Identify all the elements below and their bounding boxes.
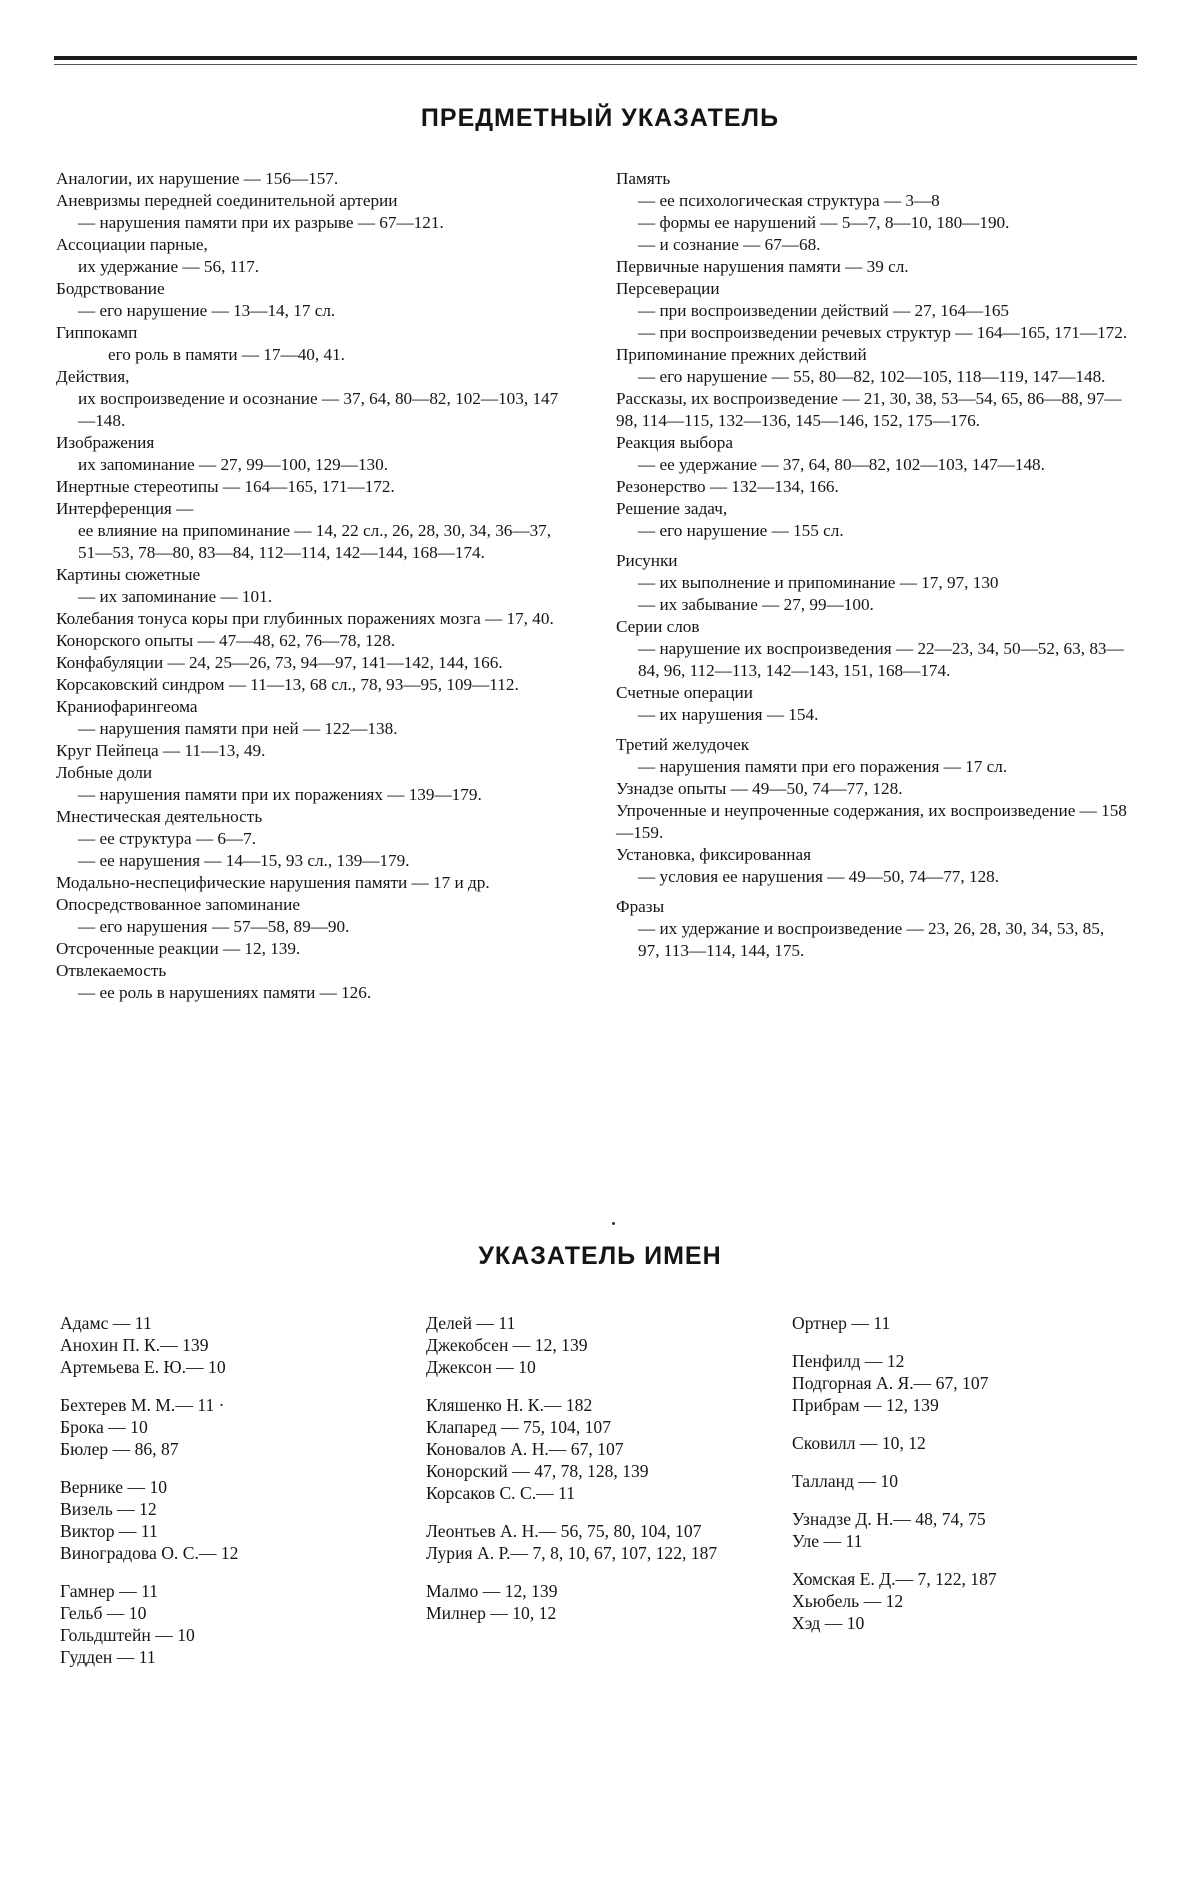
- index-entry: [56, 740, 570, 762]
- index-entry-head: Изображения: [56, 433, 155, 452]
- index-entry: [616, 734, 1128, 778]
- name-entry: Гельб — 10: [60, 1603, 147, 1623]
- index-entry-subentry: их удержание — 56, 117.: [78, 257, 260, 276]
- index-entry-subentry: — нарушения памяти при его поражения — 17 сл.: [638, 757, 1008, 776]
- index-entry-subentry: — ее роль в нарушениях памяти — 126.: [78, 983, 372, 1002]
- name-entry: Узнадзе Д. Н.— 48, 74, 75: [792, 1509, 986, 1529]
- index-entry-subentry: — нарушение их воспроизведения — 22—23, 34, 50—52, 63, 83—84, 96, 112—113, 142—143, 151, 168—174.: [638, 639, 1124, 680]
- index-entry-head: Фразы: [616, 897, 665, 916]
- index-entry-subentry: — их выполнение и припоминание — 17, 97, 130: [638, 573, 999, 592]
- name-entry: Гудден — 11: [60, 1647, 156, 1667]
- index-entry-head: Конорского опыты — 47—48, 62, 76—78, 128.: [56, 631, 396, 650]
- index-entry: [56, 872, 570, 894]
- index-entry-subentry: ее влияние на припоминание — 14, 22 сл., 26, 28, 30, 34, 36—37, 51—53, 78—80, 83—84, 112—114, 142—144, 168—174.: [78, 521, 552, 562]
- name-entry: Ортнер — 11: [792, 1313, 891, 1333]
- index-entry: [56, 608, 570, 630]
- index-entry: [56, 960, 570, 1004]
- index-entry: [56, 762, 570, 806]
- name-index-column-1: [60, 1312, 360, 1684]
- index-entry-head: Рисунки: [616, 551, 678, 570]
- index-entry: [56, 674, 570, 696]
- name-entry: Коновалов А. Н.— 67, 107: [426, 1439, 624, 1459]
- name-entry: Джекобсен — 12, 139: [426, 1335, 588, 1355]
- index-entry-head: Резонерство — 132—134, 166.: [616, 477, 839, 496]
- name-entry: Бюлер — 86, 87: [60, 1439, 179, 1459]
- index-entry: [56, 806, 570, 872]
- index-entry: [56, 630, 570, 652]
- name-entry: Бехтерев М. М.— 11 ·: [60, 1395, 225, 1415]
- name-group: [792, 1568, 1122, 1634]
- index-entry-head: Решение задач,: [616, 499, 728, 518]
- index-entry-subentry: — ее удержание — 37, 64, 80—82, 102—103, 147—148.: [638, 455, 1045, 474]
- name-entry: Вернике — 10: [60, 1477, 168, 1497]
- name-entry: Милнер — 10, 12: [426, 1603, 557, 1623]
- index-entry: [616, 896, 1128, 962]
- index-entry-head: Инертные стереотипы — 164—165, 171—172.: [56, 477, 395, 496]
- index-entry-head: Аневризмы передней соединительной артерии: [56, 191, 398, 210]
- name-entry: Конорский — 47, 78, 128, 139: [426, 1461, 649, 1481]
- index-entry-head: Память: [616, 169, 671, 188]
- index-entry: [616, 498, 1128, 542]
- name-entry: Талланд — 10: [792, 1471, 898, 1491]
- name-entry: Малмо — 12, 139: [426, 1581, 558, 1601]
- name-index-column-2: [426, 1312, 766, 1640]
- index-entry-subentry: — его нарушение — 55, 80—82, 102—105, 118—119, 147—148.: [638, 367, 1106, 386]
- name-entry: Гамнер — 11: [60, 1581, 159, 1601]
- index-entry-head: Персеверации: [616, 279, 720, 298]
- index-entry-head: Лобные доли: [56, 763, 153, 782]
- index-entry: [56, 190, 570, 234]
- index-entry-head: Конфабуляции — 24, 25—26, 73, 94—97, 141—142, 144, 166.: [56, 653, 503, 672]
- index-entry-head: Счетные операции: [616, 683, 753, 702]
- name-entry: Артемьева Е. Ю.— 10: [60, 1357, 226, 1377]
- name-entry: Пенфилд — 12: [792, 1351, 905, 1371]
- name-group: [426, 1520, 766, 1564]
- name-entry: Хомская Е. Д.— 7, 122, 187: [792, 1569, 997, 1589]
- index-entry-head: Модально-неспецифические нарушения памяти — 17 и др.: [56, 873, 490, 892]
- name-entry: Прибрам — 12, 139: [792, 1395, 939, 1415]
- index-entry-head: Аналогии, их нарушение — 156—157.: [56, 169, 339, 188]
- index-entry: [616, 800, 1128, 844]
- index-entry: [616, 256, 1128, 278]
- index-entry-subentry: — нарушения памяти при их разрыве — 67—121.: [78, 213, 444, 232]
- index-entry-subentry: его роль в памяти — 17—40, 41.: [108, 345, 345, 364]
- index-entry-subentry: — его нарушения — 57—58, 89—90.: [78, 917, 350, 936]
- index-entry: [616, 432, 1128, 476]
- index-entry-head: Опосредствованное запоминание: [56, 895, 300, 914]
- name-entry: Клапаред — 75, 104, 107: [426, 1417, 612, 1437]
- index-entry: [616, 278, 1128, 344]
- top-rule: [54, 56, 1137, 60]
- index-entry: [56, 894, 570, 938]
- name-entry: Леонтьев А. Н.— 56, 75, 80, 104, 107: [426, 1521, 702, 1541]
- index-entry: [56, 322, 570, 366]
- name-group: [792, 1312, 1122, 1334]
- index-entry: [56, 168, 570, 190]
- index-entry: [56, 476, 570, 498]
- name-group: [426, 1312, 766, 1378]
- index-entry-subentry: — нарушения памяти при ней — 122—138.: [78, 719, 398, 738]
- name-entry: Уле — 11: [792, 1531, 863, 1551]
- name-entry: Корсаков С. С.— 11: [426, 1483, 576, 1503]
- index-entry-head: Отсроченные реакции — 12, 139.: [56, 939, 301, 958]
- index-entry: [616, 476, 1128, 498]
- name-entry: Адамс — 11: [60, 1313, 152, 1333]
- index-entry-subentry: — формы ее нарушений — 5—7, 8—10, 180—190.: [638, 213, 1010, 232]
- index-entry-subentry: их воспроизведение и осознание — 37, 64, 80—82, 102—103, 147—148.: [78, 389, 559, 430]
- index-entry-head: Краниофарингеома: [56, 697, 198, 716]
- index-entry: [56, 432, 570, 476]
- index-entry-head: Реакция выбора: [616, 433, 733, 452]
- index-entry-head: Припоминание прежних действий: [616, 345, 867, 364]
- name-group: [792, 1432, 1122, 1454]
- index-entry-head: Мнестическая деятельность: [56, 807, 263, 826]
- index-entry: [616, 844, 1128, 888]
- index-entry-subentry: — их нарушения — 154.: [638, 705, 819, 724]
- index-entry-subentry: — их удержание и воспроизведение — 23, 26, 28, 30, 34, 53, 85, 97, 113—114, 144, 175.: [638, 919, 1105, 960]
- index-entry: [56, 564, 570, 608]
- index-entry-head: Упроченные и неупроченные содержания, их воспроизведение — 158—159.: [616, 801, 1127, 842]
- index-entry: [616, 550, 1128, 616]
- name-entry: Лурия А. Р.— 7, 8, 10, 67, 107, 122, 187: [426, 1543, 718, 1563]
- index-entry: [56, 498, 570, 564]
- separator-dot: [612, 1222, 615, 1225]
- index-entry: [616, 682, 1128, 726]
- index-entry: [616, 168, 1128, 256]
- name-entry: Джексон — 10: [426, 1357, 536, 1377]
- index-entry-head: Действия,: [56, 367, 130, 386]
- index-entry-head: Колебания тонуса коры при глубинных поражениях мозга — 17, 40.: [56, 609, 554, 628]
- index-entry-subentry: — и сознание — 67—68.: [638, 235, 821, 254]
- name-group: [60, 1312, 360, 1378]
- name-entry: Брока — 10: [60, 1417, 148, 1437]
- subject-index-column-left: [56, 168, 570, 1004]
- index-entry-subentry: — ее нарушения — 14—15, 93 сл., 139—179.: [78, 851, 410, 870]
- index-entry-head: Ассоциации парные,: [56, 235, 208, 254]
- index-entry: [616, 616, 1128, 682]
- name-group: [792, 1508, 1122, 1552]
- index-entry: [616, 388, 1128, 432]
- name-entry: Хьюбель — 12: [792, 1591, 904, 1611]
- index-entry-subentry: — ее структура — 6—7.: [78, 829, 257, 848]
- name-group: [426, 1580, 766, 1624]
- name-entry: Делей — 11: [426, 1313, 516, 1333]
- name-group: [60, 1394, 360, 1460]
- subject-index-column-right: [616, 168, 1128, 962]
- name-entry: Виктор — 11: [60, 1521, 158, 1541]
- index-entry-subentry: — его нарушение — 13—14, 17 сл.: [78, 301, 336, 320]
- index-entry: [56, 938, 570, 960]
- index-entry-head: Отвлекаемость: [56, 961, 167, 980]
- subject-index-title: ПРЕДМЕТНЫЙ УКАЗАТЕЛЬ: [420, 104, 780, 132]
- index-entry-subentry: — при воспроизведении речевых структур — 164—165, 171—172.: [638, 323, 1128, 342]
- name-entry: Анохин П. К.— 139: [60, 1335, 209, 1355]
- index-entry-head: Узнадзе опыты — 49—50, 74—77, 128.: [616, 779, 903, 798]
- name-entry: Сковилл — 10, 12: [792, 1433, 926, 1453]
- index-entry: [56, 278, 570, 322]
- index-entry-head: Круг Пейпеца — 11—13, 49.: [56, 741, 266, 760]
- index-entry-subentry: — условия ее нарушения — 49—50, 74—77, 128.: [638, 867, 1000, 886]
- index-entry: [56, 234, 570, 278]
- index-entry-subentry: — при воспроизведении действий — 27, 164—165: [638, 301, 1010, 320]
- index-entry-head: Установка, фиксированная: [616, 845, 812, 864]
- index-entry-head: Третий желудочек: [616, 735, 750, 754]
- index-entry: [616, 778, 1128, 800]
- index-entry: [616, 344, 1128, 388]
- index-entry-head: Корсаковский синдром — 11—13, 68 сл., 78, 93—95, 109—112.: [56, 675, 519, 694]
- name-group: [792, 1470, 1122, 1492]
- name-entry: Виноградова О. С.— 12: [60, 1543, 239, 1563]
- name-group: [426, 1394, 766, 1504]
- index-entry-head: Бодрствование: [56, 279, 165, 298]
- name-entry: Гольдштейн — 10: [60, 1625, 195, 1645]
- name-group: [792, 1350, 1122, 1416]
- index-entry-head: Рассказы, их воспроизведение — 21, 30, 38, 53—54, 65, 86—88, 97—98, 114—115, 132—136, 145—146, 152, 175—176.: [616, 389, 1122, 430]
- name-group: [60, 1476, 360, 1564]
- index-entry: [56, 652, 570, 674]
- name-entry: Подгорная А. Я.— 67, 107: [792, 1373, 989, 1393]
- name-entry: Визель — 12: [60, 1499, 157, 1519]
- index-entry-subentry: — его нарушение — 155 сл.: [638, 521, 844, 540]
- name-index-column-3: [792, 1312, 1122, 1650]
- index-entry: [56, 366, 570, 432]
- index-entry-subentry: их запоминание — 27, 99—100, 129—130.: [78, 455, 389, 474]
- index-entry-subentry: — их забывание — 27, 99—100.: [638, 595, 874, 614]
- index-entry-head: Серии слов: [616, 617, 700, 636]
- index-entry-head: Картины сюжетные: [56, 565, 201, 584]
- name-index-title: УКАЗАТЕЛЬ ИМЕН: [478, 1242, 722, 1270]
- index-entry-subentry: — нарушения памяти при их поражениях — 139—179.: [78, 785, 482, 804]
- name-group: [60, 1580, 360, 1668]
- index-entry-head: Интерференция —: [56, 499, 194, 518]
- index-entry-head: Первичные нарушения памяти — 39 сл.: [616, 257, 909, 276]
- name-entry: Кляшенко Н. К.— 182: [426, 1395, 593, 1415]
- index-entry: [56, 696, 570, 740]
- index-entry-subentry: — ее психологическая структура — 3—8: [638, 191, 940, 210]
- name-entry: Хэд — 10: [792, 1613, 865, 1633]
- top-rule-thin: [54, 64, 1137, 65]
- index-entry-subentry: — их запоминание — 101.: [78, 587, 273, 606]
- index-entry-head: Гиппокамп: [56, 323, 138, 342]
